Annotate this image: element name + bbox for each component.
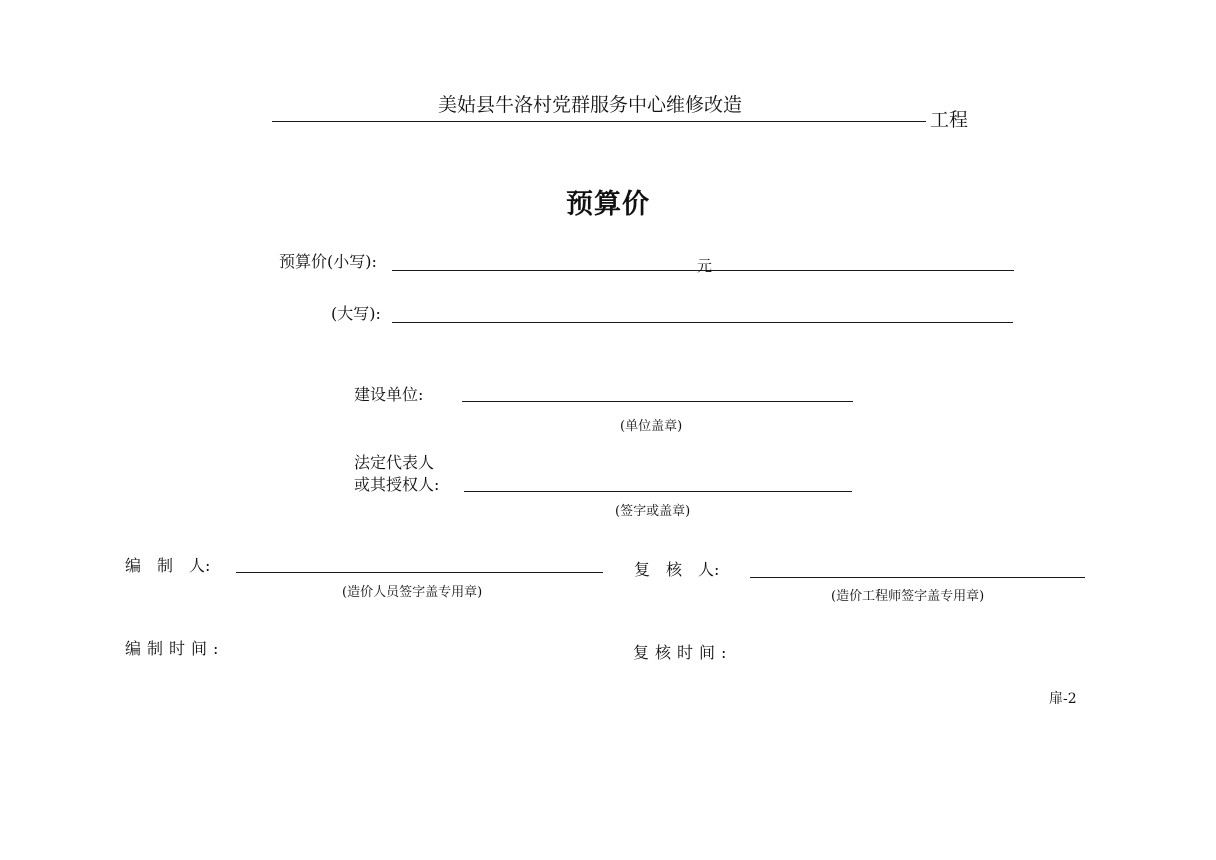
reviewer-field[interactable] <box>750 577 1085 578</box>
legal-rep-label-line1: 法定代表人 <box>354 453 435 472</box>
compile-time-label: 编制时间: <box>125 639 225 658</box>
page-code: 扉-2 <box>1049 691 1077 707</box>
compiler-note: (造价人员签字盖专用章) <box>342 585 483 600</box>
construction-unit-note: (单位盖章) <box>620 419 683 434</box>
legal-rep-field[interactable] <box>464 491 852 492</box>
legal-rep-label-line2: 或其授权人: <box>354 475 440 494</box>
project-name-underline <box>272 121 926 122</box>
reviewer-note: (造价工程师签字盖专用章) <box>831 589 985 604</box>
construction-unit-field[interactable] <box>462 401 853 402</box>
price-small-unit: 元 <box>697 257 713 275</box>
review-time-label: 复核时间: <box>633 643 733 662</box>
price-big-field[interactable] <box>392 322 1013 323</box>
compiler-field[interactable] <box>236 572 603 573</box>
price-big-label: (大写): <box>331 304 381 323</box>
project-suffix: 工程 <box>930 109 969 131</box>
price-small-label: 预算价(小写): <box>279 252 377 271</box>
reviewer-label: 复 核 人: <box>634 560 720 579</box>
construction-unit-label: 建设单位: <box>354 385 424 404</box>
project-name: 美姑县牛洛村党群服务中心维修改造 <box>438 94 743 116</box>
legal-rep-note: (签字或盖章) <box>615 504 691 519</box>
document-title: 预算价 <box>566 189 650 220</box>
compiler-label: 编 制 人: <box>125 556 211 575</box>
